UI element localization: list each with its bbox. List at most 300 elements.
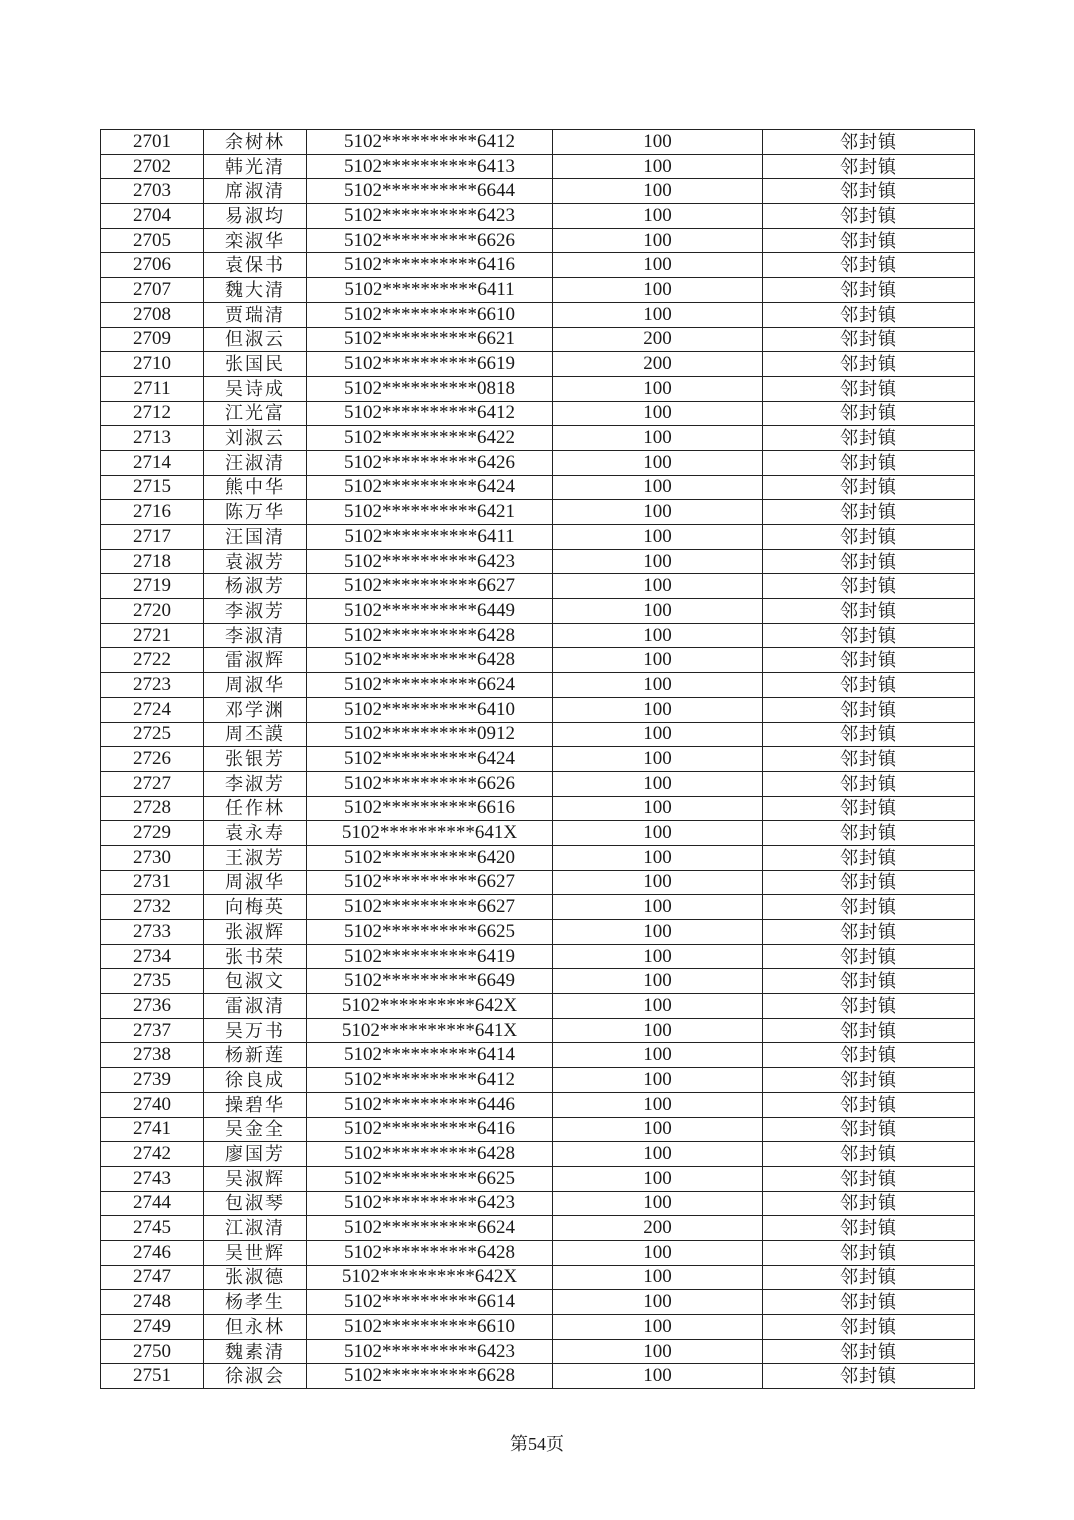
town-cell: 邻封镇 bbox=[763, 1240, 975, 1265]
table-row bbox=[101, 697, 975, 722]
row-number-cell: 2705 bbox=[101, 228, 204, 253]
table-row bbox=[101, 771, 975, 796]
town-cell: 邻封镇 bbox=[763, 401, 975, 426]
amount-cell: 100 bbox=[553, 204, 763, 229]
table-row bbox=[101, 204, 975, 229]
town-cell: 邻封镇 bbox=[763, 599, 975, 624]
name-cell: 但淑云 bbox=[204, 327, 307, 352]
town-cell: 邻封镇 bbox=[763, 1339, 975, 1364]
id-number-cell: 5102**********6649 bbox=[307, 969, 553, 994]
town-cell: 邻封镇 bbox=[763, 525, 975, 550]
table-row bbox=[101, 1191, 975, 1216]
amount-cell: 100 bbox=[553, 1166, 763, 1191]
id-number-cell: 5102**********6423 bbox=[307, 1191, 553, 1216]
name-cell: 李淑芳 bbox=[204, 771, 307, 796]
id-number-cell: 5102**********6627 bbox=[307, 574, 553, 599]
name-cell: 张国民 bbox=[204, 352, 307, 377]
row-number-cell: 2704 bbox=[101, 204, 204, 229]
id-number-cell: 5102**********6621 bbox=[307, 327, 553, 352]
name-cell: 袁保书 bbox=[204, 253, 307, 278]
town-cell: 邻封镇 bbox=[763, 1018, 975, 1043]
id-number-cell: 5102**********641X bbox=[307, 1018, 553, 1043]
table-row bbox=[101, 870, 975, 895]
town-cell: 邻封镇 bbox=[763, 204, 975, 229]
table-row bbox=[101, 1364, 975, 1389]
table-row bbox=[101, 1315, 975, 1340]
id-number-cell: 5102**********6619 bbox=[307, 352, 553, 377]
row-number-cell: 2725 bbox=[101, 722, 204, 747]
id-number-cell: 5102**********6424 bbox=[307, 747, 553, 772]
amount-cell: 100 bbox=[553, 475, 763, 500]
amount-cell: 100 bbox=[553, 1364, 763, 1389]
id-number-cell: 5102**********6423 bbox=[307, 204, 553, 229]
town-cell: 邻封镇 bbox=[763, 648, 975, 673]
row-number-cell: 2735 bbox=[101, 969, 204, 994]
name-cell: 江光富 bbox=[204, 401, 307, 426]
amount-cell: 100 bbox=[553, 623, 763, 648]
amount-cell: 100 bbox=[553, 376, 763, 401]
amount-cell: 200 bbox=[553, 352, 763, 377]
table-row bbox=[101, 1166, 975, 1191]
name-cell: 杨孝生 bbox=[204, 1290, 307, 1315]
row-number-cell: 2720 bbox=[101, 599, 204, 624]
name-cell: 张淑辉 bbox=[204, 920, 307, 945]
town-cell: 邻封镇 bbox=[763, 352, 975, 377]
row-number-cell: 2701 bbox=[101, 130, 204, 155]
row-number-cell: 2726 bbox=[101, 747, 204, 772]
id-number-cell: 5102**********641X bbox=[307, 821, 553, 846]
town-cell: 邻封镇 bbox=[763, 130, 975, 155]
amount-cell: 100 bbox=[553, 994, 763, 1019]
name-cell: 魏大清 bbox=[204, 278, 307, 303]
town-cell: 邻封镇 bbox=[763, 302, 975, 327]
name-cell: 但永林 bbox=[204, 1315, 307, 1340]
row-number-cell: 2748 bbox=[101, 1290, 204, 1315]
id-number-cell: 5102**********6423 bbox=[307, 1339, 553, 1364]
row-number-cell: 2721 bbox=[101, 623, 204, 648]
name-cell: 雷淑清 bbox=[204, 994, 307, 1019]
amount-cell: 100 bbox=[553, 870, 763, 895]
table-row bbox=[101, 648, 975, 673]
amount-cell: 100 bbox=[553, 648, 763, 673]
amount-cell: 100 bbox=[553, 179, 763, 204]
table-row bbox=[101, 1117, 975, 1142]
id-number-cell: 5102**********6428 bbox=[307, 1240, 553, 1265]
name-cell: 吴世辉 bbox=[204, 1240, 307, 1265]
id-number-cell: 5102**********6616 bbox=[307, 796, 553, 821]
row-number-cell: 2714 bbox=[101, 450, 204, 475]
id-number-cell: 5102**********6428 bbox=[307, 1142, 553, 1167]
table-row bbox=[101, 673, 975, 698]
town-cell: 邻封镇 bbox=[763, 1290, 975, 1315]
row-number-cell: 2708 bbox=[101, 302, 204, 327]
table-row bbox=[101, 1142, 975, 1167]
amount-cell: 100 bbox=[553, 574, 763, 599]
record-table-body bbox=[101, 130, 975, 1389]
town-cell: 邻封镇 bbox=[763, 623, 975, 648]
table-row bbox=[101, 969, 975, 994]
town-cell: 邻封镇 bbox=[763, 1216, 975, 1241]
id-number-cell: 5102**********6628 bbox=[307, 1364, 553, 1389]
name-cell: 操碧华 bbox=[204, 1092, 307, 1117]
amount-cell: 200 bbox=[553, 1216, 763, 1241]
row-number-cell: 2728 bbox=[101, 796, 204, 821]
row-number-cell: 2715 bbox=[101, 475, 204, 500]
name-cell: 周丕謨 bbox=[204, 722, 307, 747]
town-cell: 邻封镇 bbox=[763, 771, 975, 796]
town-cell: 邻封镇 bbox=[763, 179, 975, 204]
id-number-cell: 5102**********6449 bbox=[307, 599, 553, 624]
name-cell: 刘淑云 bbox=[204, 426, 307, 451]
table-row bbox=[101, 1018, 975, 1043]
id-number-cell: 5102**********6614 bbox=[307, 1290, 553, 1315]
table-row bbox=[101, 1265, 975, 1290]
amount-cell: 100 bbox=[553, 228, 763, 253]
id-number-cell: 5102**********6412 bbox=[307, 130, 553, 155]
town-cell: 邻封镇 bbox=[763, 796, 975, 821]
name-cell: 徐良成 bbox=[204, 1068, 307, 1093]
town-cell: 邻封镇 bbox=[763, 549, 975, 574]
row-number-cell: 2722 bbox=[101, 648, 204, 673]
id-number-cell: 5102**********6446 bbox=[307, 1092, 553, 1117]
name-cell: 江淑清 bbox=[204, 1216, 307, 1241]
record-table bbox=[100, 129, 975, 1389]
id-number-cell: 5102**********6610 bbox=[307, 1315, 553, 1340]
amount-cell: 100 bbox=[553, 1265, 763, 1290]
amount-cell: 100 bbox=[553, 1315, 763, 1340]
table-row bbox=[101, 796, 975, 821]
table-row bbox=[101, 352, 975, 377]
amount-cell: 100 bbox=[553, 1018, 763, 1043]
id-number-cell: 5102**********6627 bbox=[307, 895, 553, 920]
row-number-cell: 2713 bbox=[101, 426, 204, 451]
amount-cell: 100 bbox=[553, 1240, 763, 1265]
row-number-cell: 2707 bbox=[101, 278, 204, 303]
amount-cell: 100 bbox=[553, 1142, 763, 1167]
town-cell: 邻封镇 bbox=[763, 154, 975, 179]
table-row bbox=[101, 500, 975, 525]
row-number-cell: 2703 bbox=[101, 179, 204, 204]
name-cell: 汪淑清 bbox=[204, 450, 307, 475]
table-row bbox=[101, 549, 975, 574]
row-number-cell: 2711 bbox=[101, 376, 204, 401]
town-cell: 邻封镇 bbox=[763, 1092, 975, 1117]
name-cell: 杨淑芳 bbox=[204, 574, 307, 599]
name-cell: 袁永寿 bbox=[204, 821, 307, 846]
table-row bbox=[101, 130, 975, 155]
row-number-cell: 2709 bbox=[101, 327, 204, 352]
name-cell: 廖国芳 bbox=[204, 1142, 307, 1167]
name-cell: 魏素清 bbox=[204, 1339, 307, 1364]
amount-cell: 100 bbox=[553, 969, 763, 994]
town-cell: 邻封镇 bbox=[763, 920, 975, 945]
id-number-cell: 5102**********6426 bbox=[307, 450, 553, 475]
amount-cell: 100 bbox=[553, 845, 763, 870]
id-number-cell: 5102**********6626 bbox=[307, 228, 553, 253]
name-cell: 张淑德 bbox=[204, 1265, 307, 1290]
town-cell: 邻封镇 bbox=[763, 500, 975, 525]
id-number-cell: 5102**********6428 bbox=[307, 648, 553, 673]
town-cell: 邻封镇 bbox=[763, 673, 975, 698]
amount-cell: 100 bbox=[553, 549, 763, 574]
name-cell: 雷淑辉 bbox=[204, 648, 307, 673]
town-cell: 邻封镇 bbox=[763, 475, 975, 500]
row-number-cell: 2706 bbox=[101, 253, 204, 278]
name-cell: 吴诗成 bbox=[204, 376, 307, 401]
name-cell: 任作林 bbox=[204, 796, 307, 821]
id-number-cell: 5102**********6411 bbox=[307, 278, 553, 303]
row-number-cell: 2712 bbox=[101, 401, 204, 426]
amount-cell: 100 bbox=[553, 722, 763, 747]
row-number-cell: 2745 bbox=[101, 1216, 204, 1241]
row-number-cell: 2716 bbox=[101, 500, 204, 525]
name-cell: 徐淑会 bbox=[204, 1364, 307, 1389]
record-table-container bbox=[100, 129, 974, 1389]
amount-cell: 100 bbox=[553, 302, 763, 327]
table-row bbox=[101, 747, 975, 772]
amount-cell: 100 bbox=[553, 771, 763, 796]
row-number-cell: 2749 bbox=[101, 1315, 204, 1340]
amount-cell: 100 bbox=[553, 920, 763, 945]
row-number-cell: 2747 bbox=[101, 1265, 204, 1290]
amount-cell: 100 bbox=[553, 1117, 763, 1142]
id-number-cell: 5102**********6411 bbox=[307, 525, 553, 550]
town-cell: 邻封镇 bbox=[763, 1166, 975, 1191]
id-number-cell: 5102**********6625 bbox=[307, 1166, 553, 1191]
row-number-cell: 2741 bbox=[101, 1117, 204, 1142]
name-cell: 熊中华 bbox=[204, 475, 307, 500]
name-cell: 汪国清 bbox=[204, 525, 307, 550]
amount-cell: 100 bbox=[553, 525, 763, 550]
row-number-cell: 2718 bbox=[101, 549, 204, 574]
table-row bbox=[101, 574, 975, 599]
name-cell: 吴万书 bbox=[204, 1018, 307, 1043]
table-row bbox=[101, 623, 975, 648]
id-number-cell: 5102**********6424 bbox=[307, 475, 553, 500]
table-row bbox=[101, 327, 975, 352]
town-cell: 邻封镇 bbox=[763, 1043, 975, 1068]
id-number-cell: 5102**********642X bbox=[307, 994, 553, 1019]
town-cell: 邻封镇 bbox=[763, 1364, 975, 1389]
amount-cell: 100 bbox=[553, 697, 763, 722]
table-row bbox=[101, 1043, 975, 1068]
table-row bbox=[101, 845, 975, 870]
amount-cell: 100 bbox=[553, 944, 763, 969]
town-cell: 邻封镇 bbox=[763, 1068, 975, 1093]
amount-cell: 100 bbox=[553, 821, 763, 846]
amount-cell: 100 bbox=[553, 154, 763, 179]
town-cell: 邻封镇 bbox=[763, 994, 975, 1019]
id-number-cell: 5102**********6626 bbox=[307, 771, 553, 796]
name-cell: 杨新莲 bbox=[204, 1043, 307, 1068]
row-number-cell: 2724 bbox=[101, 697, 204, 722]
amount-cell: 100 bbox=[553, 673, 763, 698]
name-cell: 贾瑞清 bbox=[204, 302, 307, 327]
town-cell: 邻封镇 bbox=[763, 944, 975, 969]
row-number-cell: 2740 bbox=[101, 1092, 204, 1117]
name-cell: 向梅英 bbox=[204, 895, 307, 920]
amount-cell: 100 bbox=[553, 1043, 763, 1068]
town-cell: 邻封镇 bbox=[763, 450, 975, 475]
name-cell: 周淑华 bbox=[204, 673, 307, 698]
table-row bbox=[101, 944, 975, 969]
row-number-cell: 2717 bbox=[101, 525, 204, 550]
amount-cell: 100 bbox=[553, 1191, 763, 1216]
town-cell: 邻封镇 bbox=[763, 278, 975, 303]
row-number-cell: 2739 bbox=[101, 1068, 204, 1093]
row-number-cell: 2737 bbox=[101, 1018, 204, 1043]
id-number-cell: 5102**********6412 bbox=[307, 1068, 553, 1093]
amount-cell: 100 bbox=[553, 500, 763, 525]
row-number-cell: 2730 bbox=[101, 845, 204, 870]
id-number-cell: 5102**********6644 bbox=[307, 179, 553, 204]
name-cell: 邓学渊 bbox=[204, 697, 307, 722]
table-row bbox=[101, 1068, 975, 1093]
town-cell: 邻封镇 bbox=[763, 426, 975, 451]
amount-cell: 100 bbox=[553, 426, 763, 451]
name-cell: 陈万华 bbox=[204, 500, 307, 525]
amount-cell: 100 bbox=[553, 1068, 763, 1093]
id-number-cell: 5102**********6416 bbox=[307, 1117, 553, 1142]
table-row bbox=[101, 1216, 975, 1241]
amount-cell: 100 bbox=[553, 450, 763, 475]
row-number-cell: 2727 bbox=[101, 771, 204, 796]
amount-cell: 100 bbox=[553, 1290, 763, 1315]
name-cell: 周淑华 bbox=[204, 870, 307, 895]
row-number-cell: 2736 bbox=[101, 994, 204, 1019]
row-number-cell: 2731 bbox=[101, 870, 204, 895]
id-number-cell: 5102**********6412 bbox=[307, 401, 553, 426]
table-row bbox=[101, 1290, 975, 1315]
table-row bbox=[101, 1092, 975, 1117]
table-row bbox=[101, 821, 975, 846]
row-number-cell: 2742 bbox=[101, 1142, 204, 1167]
row-number-cell: 2729 bbox=[101, 821, 204, 846]
row-number-cell: 2744 bbox=[101, 1191, 204, 1216]
table-row bbox=[101, 920, 975, 945]
id-number-cell: 5102**********6421 bbox=[307, 500, 553, 525]
id-number-cell: 5102**********6422 bbox=[307, 426, 553, 451]
town-cell: 邻封镇 bbox=[763, 228, 975, 253]
town-cell: 邻封镇 bbox=[763, 722, 975, 747]
town-cell: 邻封镇 bbox=[763, 845, 975, 870]
id-number-cell: 5102**********6420 bbox=[307, 845, 553, 870]
row-number-cell: 2733 bbox=[101, 920, 204, 945]
row-number-cell: 2710 bbox=[101, 352, 204, 377]
id-number-cell: 5102**********6413 bbox=[307, 154, 553, 179]
name-cell: 张银芳 bbox=[204, 747, 307, 772]
row-number-cell: 2719 bbox=[101, 574, 204, 599]
amount-cell: 100 bbox=[553, 1092, 763, 1117]
table-row bbox=[101, 722, 975, 747]
row-number-cell: 2750 bbox=[101, 1339, 204, 1364]
name-cell: 余树林 bbox=[204, 130, 307, 155]
row-number-cell: 2743 bbox=[101, 1166, 204, 1191]
amount-cell: 100 bbox=[553, 253, 763, 278]
row-number-cell: 2738 bbox=[101, 1043, 204, 1068]
town-cell: 邻封镇 bbox=[763, 1191, 975, 1216]
amount-cell: 100 bbox=[553, 747, 763, 772]
name-cell: 吴淑辉 bbox=[204, 1166, 307, 1191]
table-row bbox=[101, 426, 975, 451]
table-row bbox=[101, 450, 975, 475]
id-number-cell: 5102**********0818 bbox=[307, 376, 553, 401]
town-cell: 邻封镇 bbox=[763, 1117, 975, 1142]
name-cell: 张书荣 bbox=[204, 944, 307, 969]
table-row bbox=[101, 895, 975, 920]
table-row bbox=[101, 475, 975, 500]
town-cell: 邻封镇 bbox=[763, 697, 975, 722]
id-number-cell: 5102**********0912 bbox=[307, 722, 553, 747]
name-cell: 包淑文 bbox=[204, 969, 307, 994]
id-number-cell: 5102**********6624 bbox=[307, 1216, 553, 1241]
row-number-cell: 2723 bbox=[101, 673, 204, 698]
town-cell: 邻封镇 bbox=[763, 969, 975, 994]
town-cell: 邻封镇 bbox=[763, 895, 975, 920]
name-cell: 韩光清 bbox=[204, 154, 307, 179]
table-row bbox=[101, 228, 975, 253]
name-cell: 吴金全 bbox=[204, 1117, 307, 1142]
town-cell: 邻封镇 bbox=[763, 821, 975, 846]
id-number-cell: 5102**********6414 bbox=[307, 1043, 553, 1068]
table-row bbox=[101, 1339, 975, 1364]
id-number-cell: 5102**********6428 bbox=[307, 623, 553, 648]
row-number-cell: 2702 bbox=[101, 154, 204, 179]
town-cell: 邻封镇 bbox=[763, 253, 975, 278]
id-number-cell: 5102**********6423 bbox=[307, 549, 553, 574]
amount-cell: 100 bbox=[553, 130, 763, 155]
name-cell: 包淑琴 bbox=[204, 1191, 307, 1216]
table-row bbox=[101, 253, 975, 278]
name-cell: 易淑均 bbox=[204, 204, 307, 229]
row-number-cell: 2732 bbox=[101, 895, 204, 920]
table-row bbox=[101, 376, 975, 401]
amount-cell: 100 bbox=[553, 278, 763, 303]
name-cell: 栾淑华 bbox=[204, 228, 307, 253]
town-cell: 邻封镇 bbox=[763, 1142, 975, 1167]
table-row bbox=[101, 302, 975, 327]
id-number-cell: 5102**********6410 bbox=[307, 697, 553, 722]
id-number-cell: 5102**********6625 bbox=[307, 920, 553, 945]
town-cell: 邻封镇 bbox=[763, 574, 975, 599]
table-row bbox=[101, 525, 975, 550]
table-row bbox=[101, 401, 975, 426]
amount-cell: 100 bbox=[553, 599, 763, 624]
page-number: 第54页 bbox=[510, 1434, 564, 1454]
table-row bbox=[101, 154, 975, 179]
id-number-cell: 5102**********6627 bbox=[307, 870, 553, 895]
name-cell: 席淑清 bbox=[204, 179, 307, 204]
town-cell: 邻封镇 bbox=[763, 327, 975, 352]
table-row bbox=[101, 278, 975, 303]
town-cell: 邻封镇 bbox=[763, 1315, 975, 1340]
table-row bbox=[101, 1240, 975, 1265]
name-cell: 李淑芳 bbox=[204, 599, 307, 624]
id-number-cell: 5102**********6610 bbox=[307, 302, 553, 327]
amount-cell: 100 bbox=[553, 401, 763, 426]
name-cell: 袁淑芳 bbox=[204, 549, 307, 574]
table-row bbox=[101, 599, 975, 624]
amount-cell: 100 bbox=[553, 895, 763, 920]
row-number-cell: 2746 bbox=[101, 1240, 204, 1265]
town-cell: 邻封镇 bbox=[763, 376, 975, 401]
row-number-cell: 2734 bbox=[101, 944, 204, 969]
id-number-cell: 5102**********6624 bbox=[307, 673, 553, 698]
town-cell: 邻封镇 bbox=[763, 870, 975, 895]
id-number-cell: 5102**********642X bbox=[307, 1265, 553, 1290]
amount-cell: 100 bbox=[553, 796, 763, 821]
town-cell: 邻封镇 bbox=[763, 1265, 975, 1290]
